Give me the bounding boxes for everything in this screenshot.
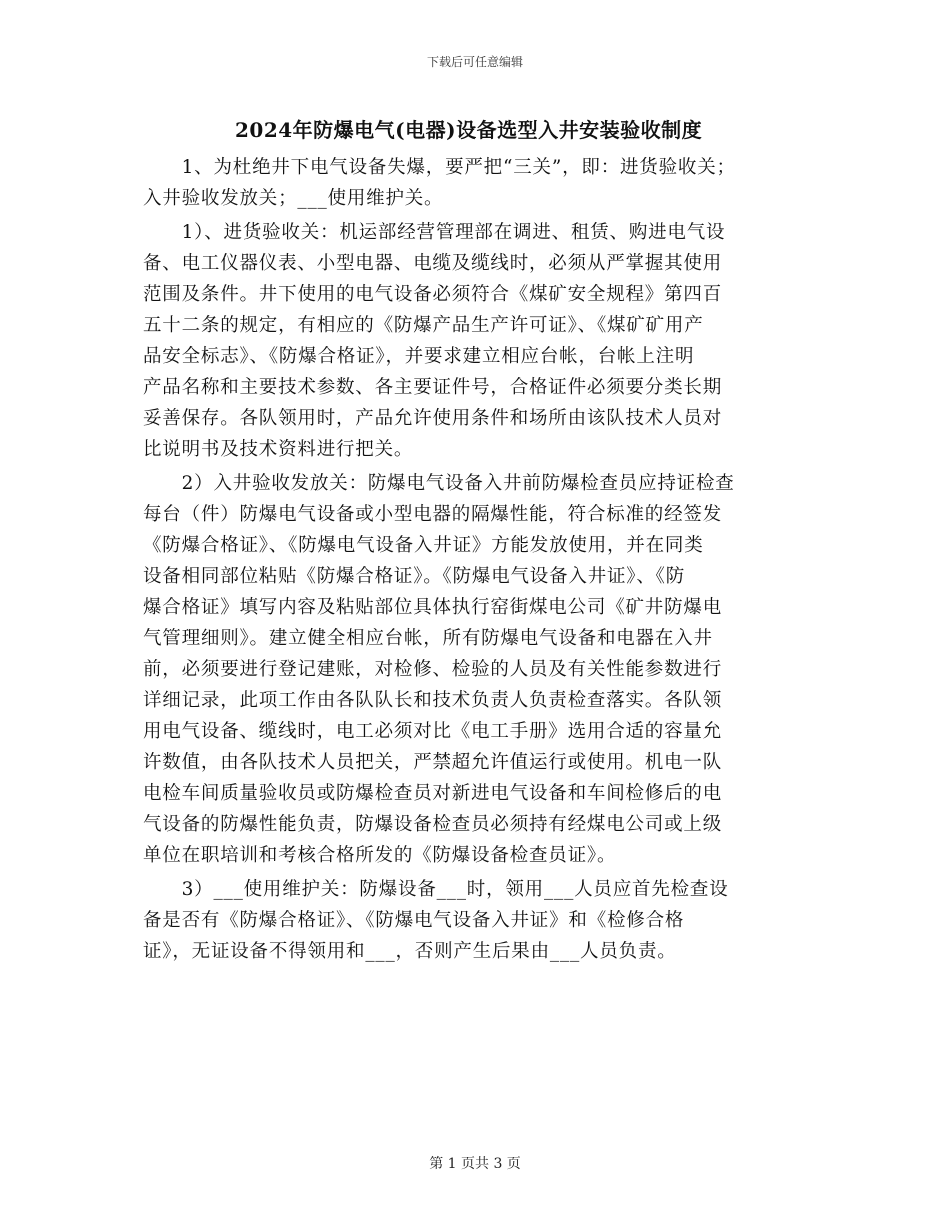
paragraph-line: 妥善保存。各队领用时，产品允许使用条件和场所由该队技术人员对 <box>143 408 723 429</box>
paragraph-line: 气设备的防爆性能负责，防爆设备检查员必须持有经煤电公司或上级 <box>143 814 723 835</box>
page-number-footer: 第 1 页共 3 页 <box>429 1156 521 1172</box>
paragraph-line: 气管理细则》。建立健全相应台帐，所有防爆电气设备和电器在入井 <box>143 628 713 649</box>
paragraph-line: 品安全标志》、《防爆合格证》，并要求建立相应台帐，台帐上注明 <box>143 346 695 367</box>
paragraph-line: 3）___使用维护关：防爆设备___时，领用___人员应首先检查设 <box>143 879 729 900</box>
paragraph-line: 2）入井验收发放关：防爆电气设备入井前防爆检查员应持证检查 <box>143 473 735 494</box>
paragraph-line: 备是否有《防爆合格证》、《防爆电气设备入井证》和《检修合格 <box>143 910 685 931</box>
header-note: 下载后可任意编辑 <box>426 55 523 69</box>
paragraph-line: 用电气设备、缆线时，电工必须对比《电工手册》选用合适的容量允 <box>143 721 723 742</box>
paragraph-line: 设备相同部位粘贴《防爆合格证》。《防爆电气设备入井证》、《防 <box>143 566 686 587</box>
document-body <box>143 152 823 967</box>
paragraph-line: 产品名称和主要技术参数、各主要证件号，合格证件必须要分类长期 <box>143 377 723 398</box>
paragraph-line: 每台（件）防爆电气设备或小型电器的隔爆性能，符合标准的经签发 <box>143 504 723 525</box>
paragraph-line: 范围及条件。井下使用的电气设备必须符合《煤矿安全规程》第四百 <box>143 284 723 305</box>
paragraph-line: 爆合格证》填写内容及粘贴部位具体执行窑街煤电公司《矿井防爆电 <box>143 597 723 618</box>
paragraph-3 <box>143 468 823 871</box>
paragraph-line: 许数值，由各队技术人员把关，严禁超允许值运行或使用。机电一队 <box>143 752 723 773</box>
paragraph-line: 入井验收发放关；___使用维护关。 <box>143 188 444 209</box>
paragraph-line: 《防爆合格证》、《防爆电气设备入井证》方能发放使用，并在同类 <box>143 535 704 556</box>
paragraph-line: 前，必须要进行登记建账，对检修、检验的人员及有关性能参数进行 <box>143 659 723 680</box>
paragraph-line: 电检车间质量验收员或防爆检查员对新进电气设备和车间检修后的电 <box>143 783 723 804</box>
paragraph-line: 详细记录，此项工作由各队队长和技术负责人负责检查落实。各队领 <box>143 690 723 711</box>
paragraph-1 <box>143 152 823 214</box>
paragraph-line: 五十二条的规定，有相应的《防爆产品生产许可证》、《煤矿矿用产 <box>143 315 704 336</box>
paragraph-2 <box>143 217 823 465</box>
paragraph-4 <box>143 874 823 967</box>
paragraph-line: 单位在职培训和考核合格所发的《防爆设备检查员证》。 <box>143 845 617 866</box>
paragraph-line: 比说明书及技术资料进行把关。 <box>143 439 414 460</box>
paragraph-line: 备、电工仪器仪表、小型电器、电缆及缆线时，必须从严掌握其使用 <box>143 253 723 274</box>
document-title: 2024年防爆电气(电器)设备选型入井安装验收制度 <box>235 118 703 142</box>
paragraph-line: 1）、进货验收关：机运部经营管理部在调进、租赁、购进电气设 <box>143 222 726 243</box>
paragraph-line: 证》，无证设备不得领用和___，否则产生后果由___人员负责。 <box>143 941 677 962</box>
paragraph-line: 1、为杜绝井下电气设备失爆，要严把“三关”，即：进货验收关； <box>143 157 736 178</box>
